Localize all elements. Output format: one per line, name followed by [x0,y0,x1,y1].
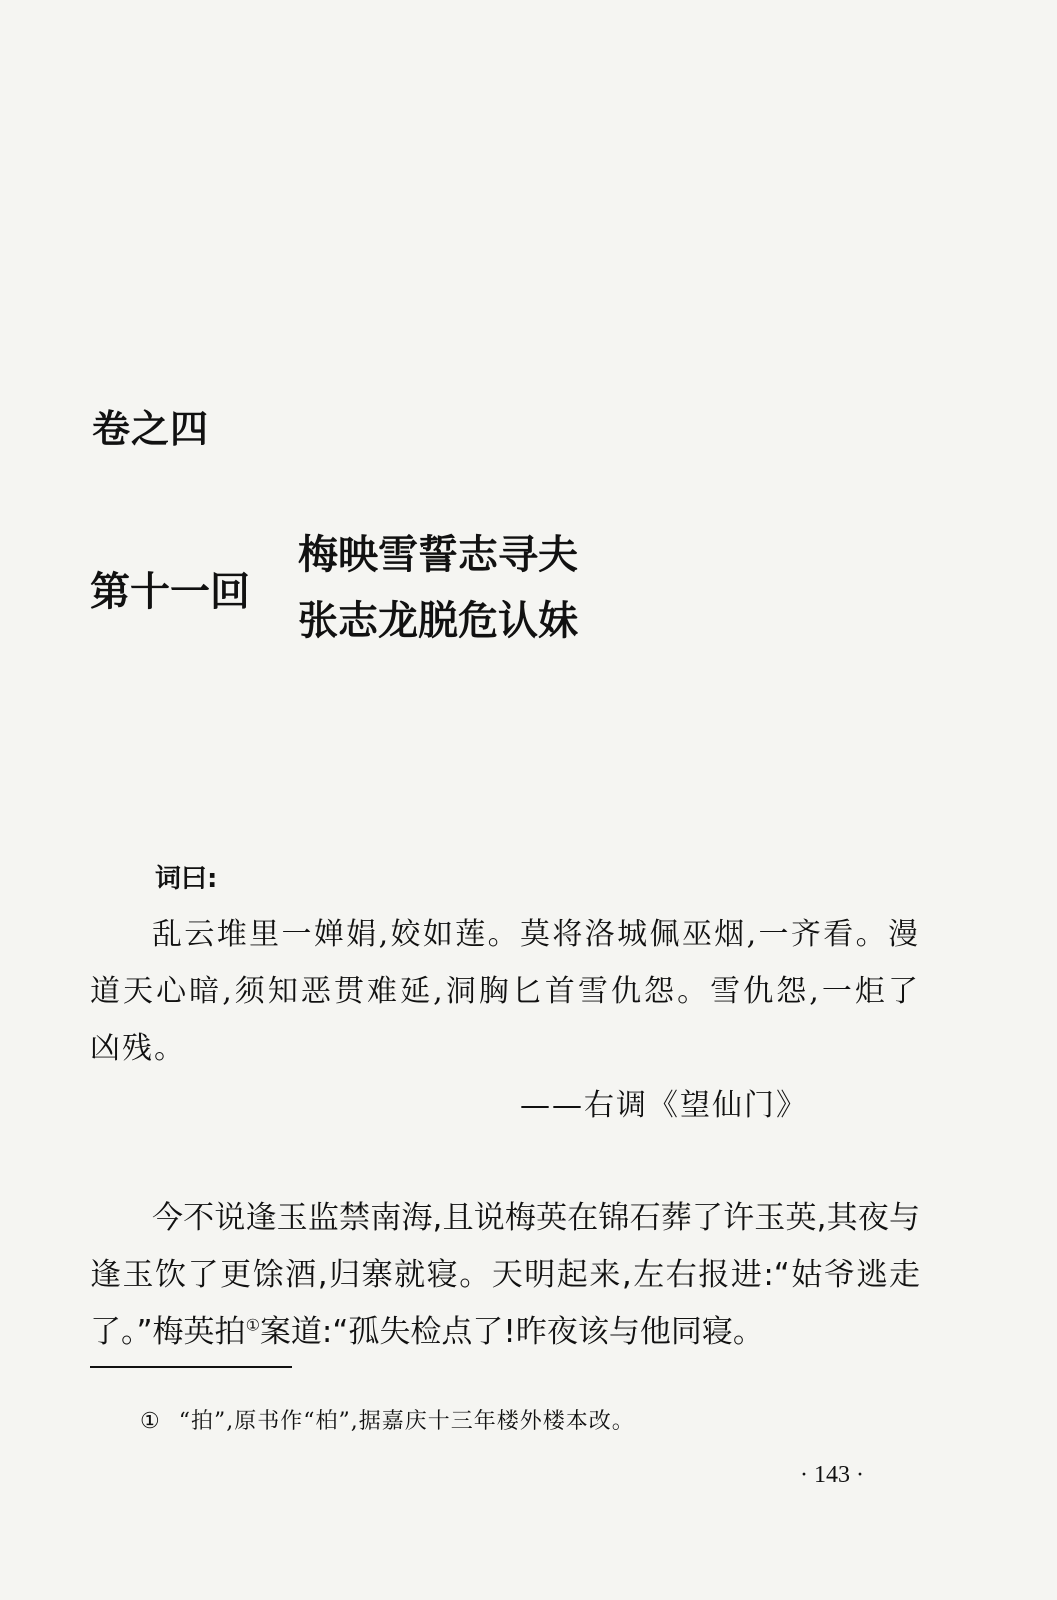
volume-title: 卷之四 [92,407,210,451]
ci-intro-label: 词曰: [155,864,218,894]
body-paragraph [90,1190,920,1361]
chapter-title [298,522,578,654]
chapter-number: 第十一回 [90,569,250,615]
page-number: · 143 · [800,1462,864,1488]
chapter-title-line-2: 张志龙脱危认妹 [298,598,578,644]
chapter-title-line-1: 梅映雪誓志寻夫 [298,532,578,578]
footnote-reference[interactable]: ① [245,1315,260,1335]
footnote-divider [90,1366,292,1368]
footnote-text: “拍”,原书作“柏”,据嘉庆十三年楼外楼本改。 [178,1409,635,1434]
body-text-before-ref: 今不说逢玉监禁南海,且说梅英在锦石葬了许玉英,其夜与逢玉饮了更馀酒,归寨就寝。天明起来,左右报进:“姑爷逃走了。”梅英拍 [90,1200,920,1350]
poem-source: ——右调《望仙门》 [520,1088,808,1123]
footnote [140,1404,635,1435]
footnote-marker: ① [140,1409,161,1434]
ci-poem: 乱云堆里一婵娟,姣如莲。莫将洛城佩巫烟,一齐看。漫道天心暗,须知恶贯难延,洞胸匕首雪仇怨。雪仇怨,一炬了凶残。 [90,917,920,1066]
body-text-after-ref: 案道:“孤失检点了!昨夜该与他同寝。 [259,1314,764,1350]
